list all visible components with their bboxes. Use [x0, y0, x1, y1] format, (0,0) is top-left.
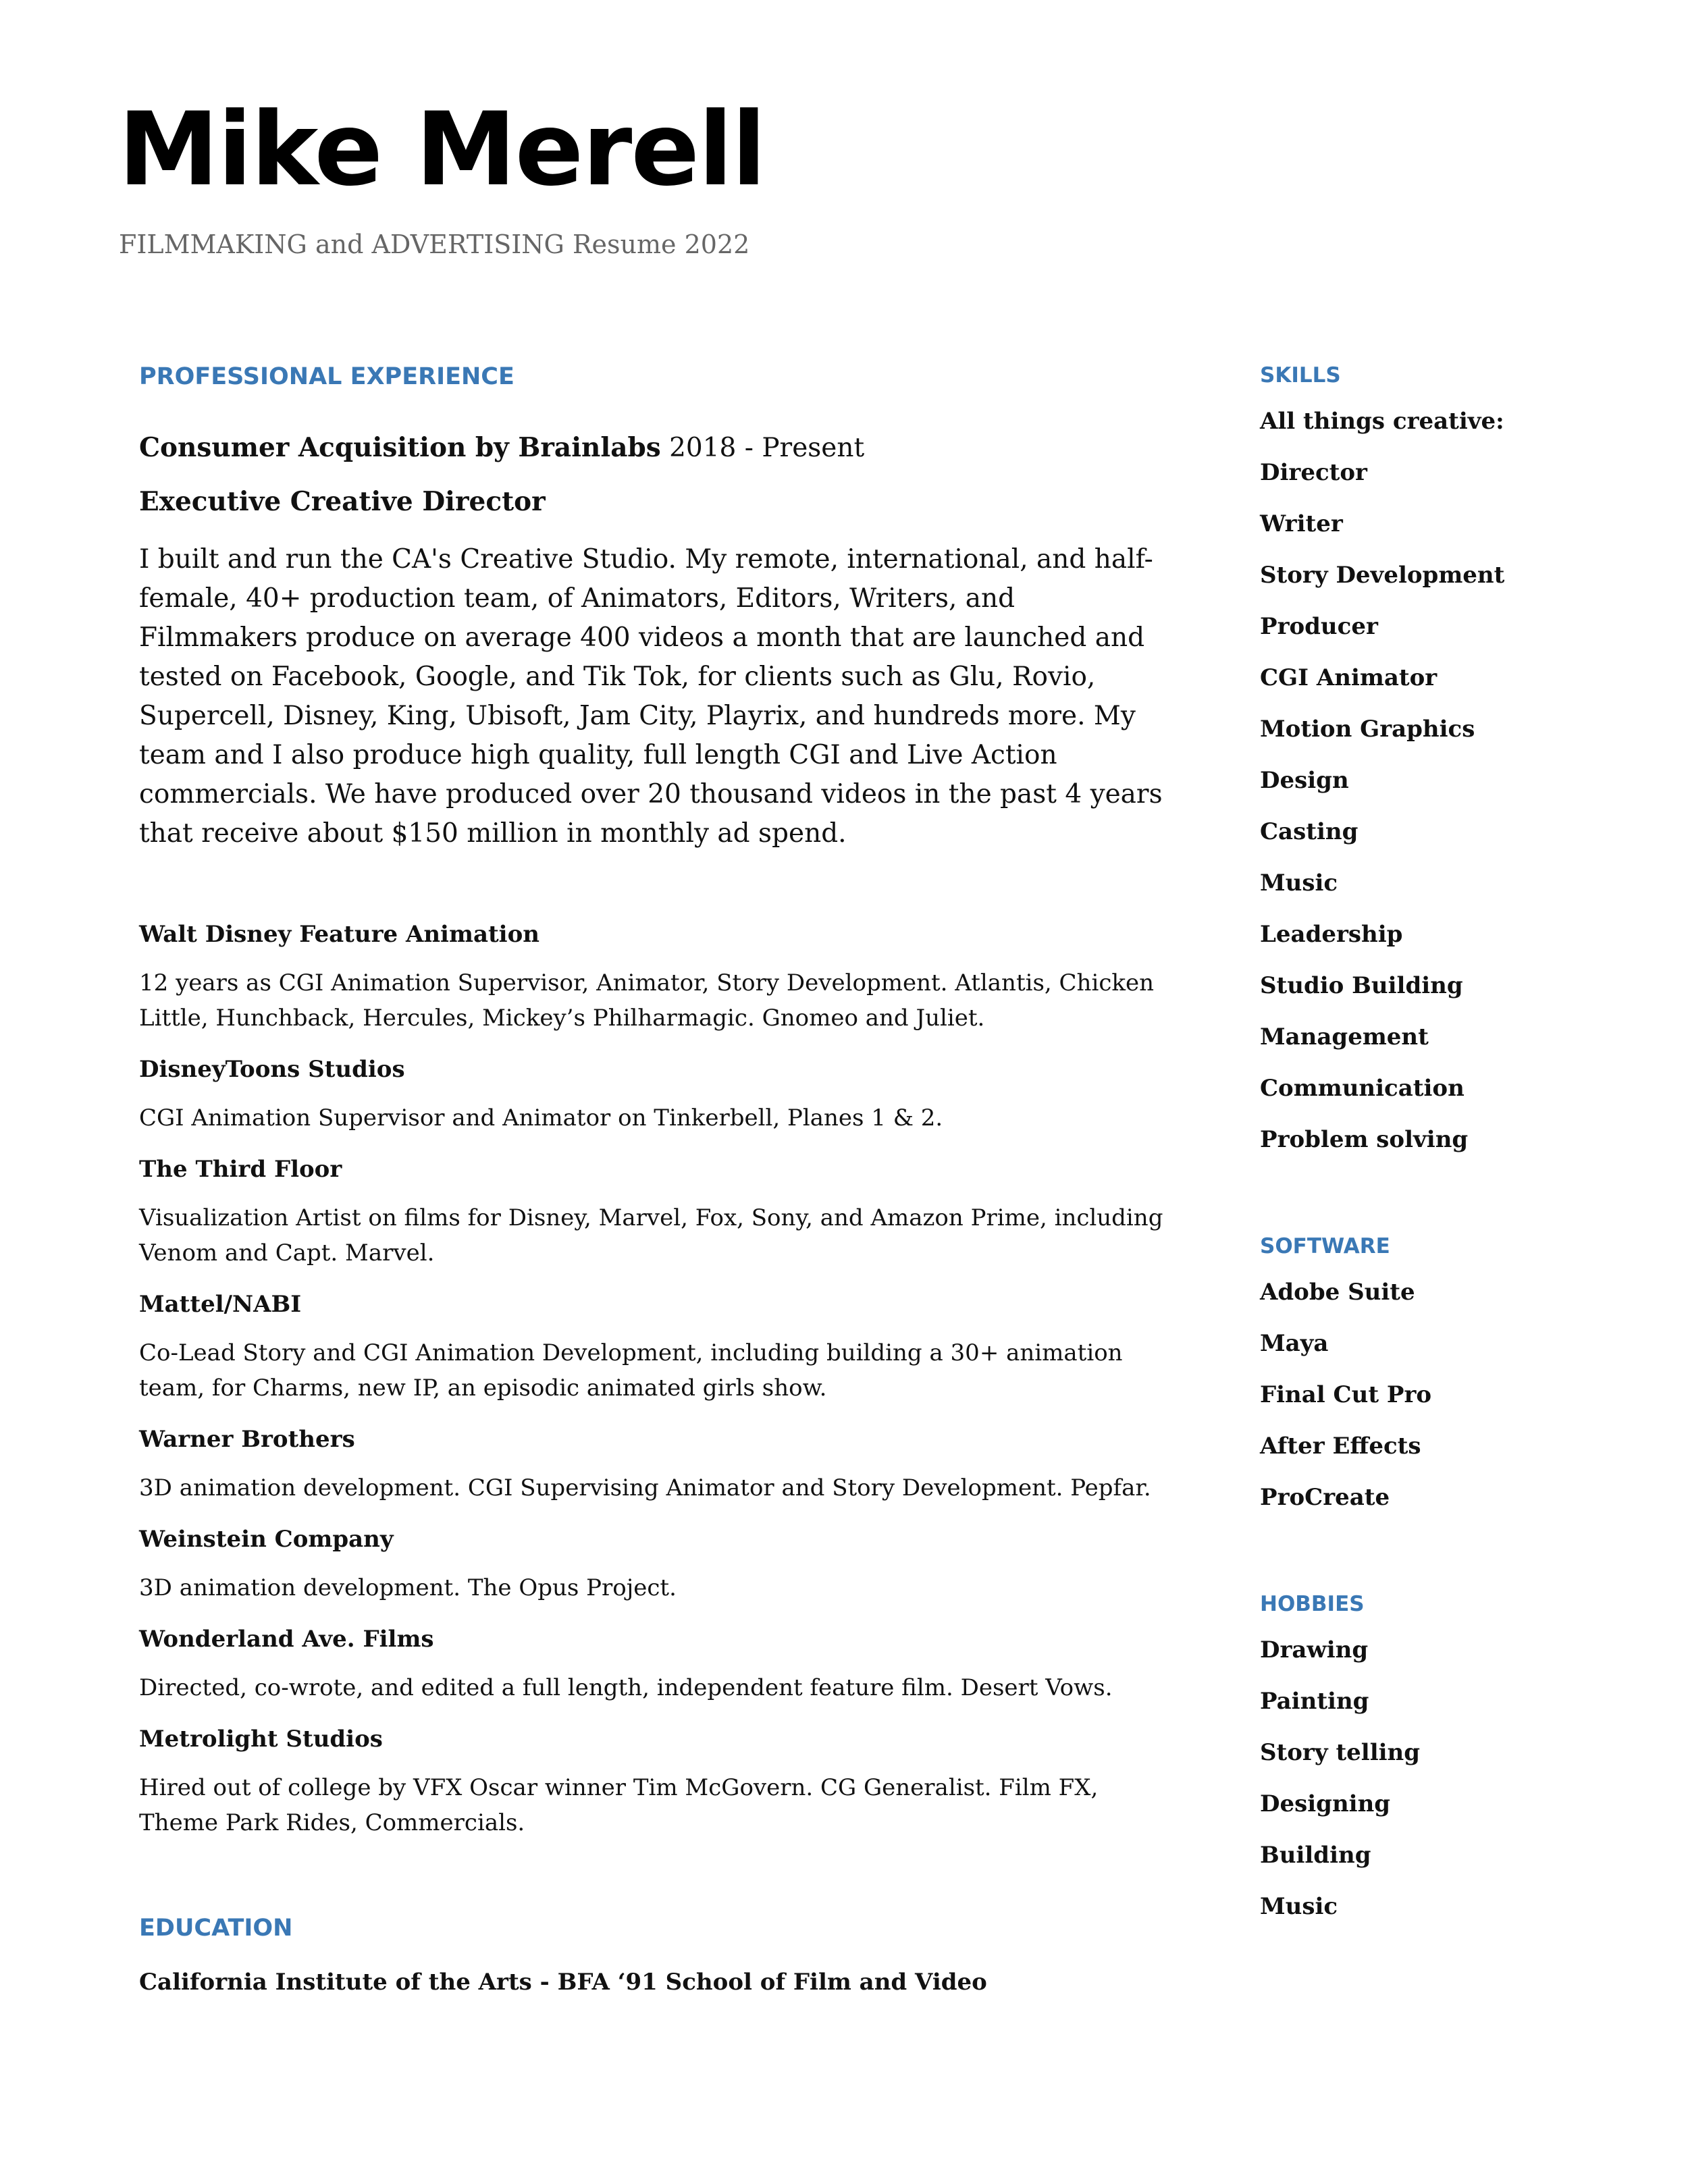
skill-item: Producer	[1260, 613, 1378, 640]
hobbies-list	[1260, 1624, 1638, 1932]
software-section	[1260, 1234, 1638, 1523]
skill-item: All things creative:	[1260, 408, 1504, 435]
hobby-item: Drawing	[1260, 1636, 1369, 1663]
current-dates: 2018 - Present	[669, 433, 865, 463]
software-heading: SOFTWARE	[1260, 1234, 1390, 1258]
skill-item: Studio Building	[1260, 972, 1463, 999]
software-item: Maya	[1260, 1330, 1329, 1357]
current-role: Executive Creative Director	[139, 486, 546, 517]
skill-item: Management	[1260, 1023, 1429, 1050]
experience-company: Weinstein Company	[139, 1526, 394, 1553]
skills-list	[1260, 396, 1638, 1165]
education-heading: EDUCATION	[139, 1915, 293, 1942]
current-job-header	[139, 432, 1179, 463]
experience-company: Walt Disney Feature Animation	[139, 921, 539, 948]
skill-item: CGI Animator	[1260, 664, 1438, 691]
experience-description: Visualization Artist on films for Disney, Marvel, Fox, Sony, and Amazon Prime, including Venom and Capt. Marvel.	[139, 1204, 1163, 1267]
experience-description: 12 years as CGI Animation Supervisor, Animator, Story Development. Atlantis, Chicken Little, Hunchback, Hercules, Mickey’s Philharmagic. Gnomeo and Juliet.	[139, 969, 1154, 1032]
experience-company: Wonderland Ave. Films	[139, 1626, 434, 1653]
skill-item: Director	[1260, 459, 1367, 486]
software-item: Adobe Suite	[1260, 1279, 1415, 1306]
hobby-item: Painting	[1260, 1688, 1369, 1715]
experience-description: 3D animation development. The Opus Project.	[139, 1574, 677, 1601]
experience-heading: PROFESSIONAL EXPERIENCE	[139, 363, 515, 390]
experience-description: Directed, co-wrote, and edited a full length, independent feature film. Desert Vows.	[139, 1674, 1113, 1701]
software-item: After Effects	[1260, 1433, 1421, 1460]
skill-item: Story Development	[1260, 562, 1505, 589]
skill-item: Design	[1260, 767, 1349, 794]
resume-name: Mike Merell	[118, 91, 765, 209]
hobbies-section	[1260, 1592, 1638, 1932]
hobby-item: Music	[1260, 1893, 1338, 1920]
education-section	[139, 1915, 1179, 1996]
resume-subtitle: FILMMAKING and ADVERTISING Resume 2022	[119, 230, 750, 259]
software-item: Final Cut Pro	[1260, 1381, 1432, 1408]
hobby-item: Building	[1260, 1842, 1371, 1869]
skill-item: Problem solving	[1260, 1126, 1469, 1153]
experience-description: Co-Lead Story and CGI Animation Development, including building a 30+ animation team, for Charms, new IP, an episodic animated girls show.	[139, 1339, 1123, 1402]
experience-description: CGI Animation Supervisor and Animator on Tinkerbell, Planes 1 & 2.	[139, 1104, 943, 1131]
skills-heading: SKILLS	[1260, 363, 1341, 388]
experience-company: The Third Floor	[139, 1156, 342, 1183]
software-list	[1260, 1267, 1638, 1523]
skill-item: Writer	[1260, 510, 1343, 537]
hobby-item: Designing	[1260, 1790, 1391, 1817]
main-column	[139, 363, 1179, 1996]
skill-item: Communication	[1260, 1075, 1465, 1102]
experience-description: Hired out of college by VFX Oscar winner Tim McGovern. CG Generalist. Film FX, Theme Park Rides, Commercials.	[139, 1774, 1099, 1836]
current-company: Consumer Acquisition by Brainlabs	[139, 432, 661, 463]
current-description: I built and run the CA's Creative Studio. My remote, international, and half-female, 40+ production team, of Animators, Editors, Writers, and Filmmakers produce on average 400 videos a month that are launched and tested on Facebook, Google, and Tik Tok, for clients such as Glu, Rovio, Supercell, Disney, King, Ubisoft, Jam City, Playrix, and hundreds more. My team and I also produce high quality, full length CGI and Live Action commercials. We have produced over 20 thousand videos in the past 4 years that receive about $150 million in monthly ad spend.	[139, 544, 1163, 849]
skill-item: Casting	[1260, 818, 1359, 845]
skill-item: Music	[1260, 870, 1338, 897]
education-item: California Institute of the Arts - BFA ‘91 School of Film and Video	[139, 1969, 987, 1996]
sidebar-column	[1260, 363, 1638, 1932]
experience-company: DisneyToons Studios	[139, 1056, 405, 1083]
software-item: ProCreate	[1260, 1484, 1390, 1511]
hobby-item: Story telling	[1260, 1739, 1421, 1766]
experience-company: Warner Brothers	[139, 1426, 355, 1453]
experience-company: Metrolight Studios	[139, 1726, 383, 1753]
experience-company: Mattel/NABI	[139, 1291, 302, 1318]
skill-item: Leadership	[1260, 921, 1403, 948]
experience-description: 3D animation development. CGI Supervising Animator and Story Development. Pepfar.	[139, 1474, 1151, 1501]
skills-section	[1260, 363, 1638, 1165]
skill-item: Motion Graphics	[1260, 716, 1475, 743]
experience-list	[139, 921, 1179, 1840]
hobbies-heading: HOBBIES	[1260, 1592, 1365, 1616]
